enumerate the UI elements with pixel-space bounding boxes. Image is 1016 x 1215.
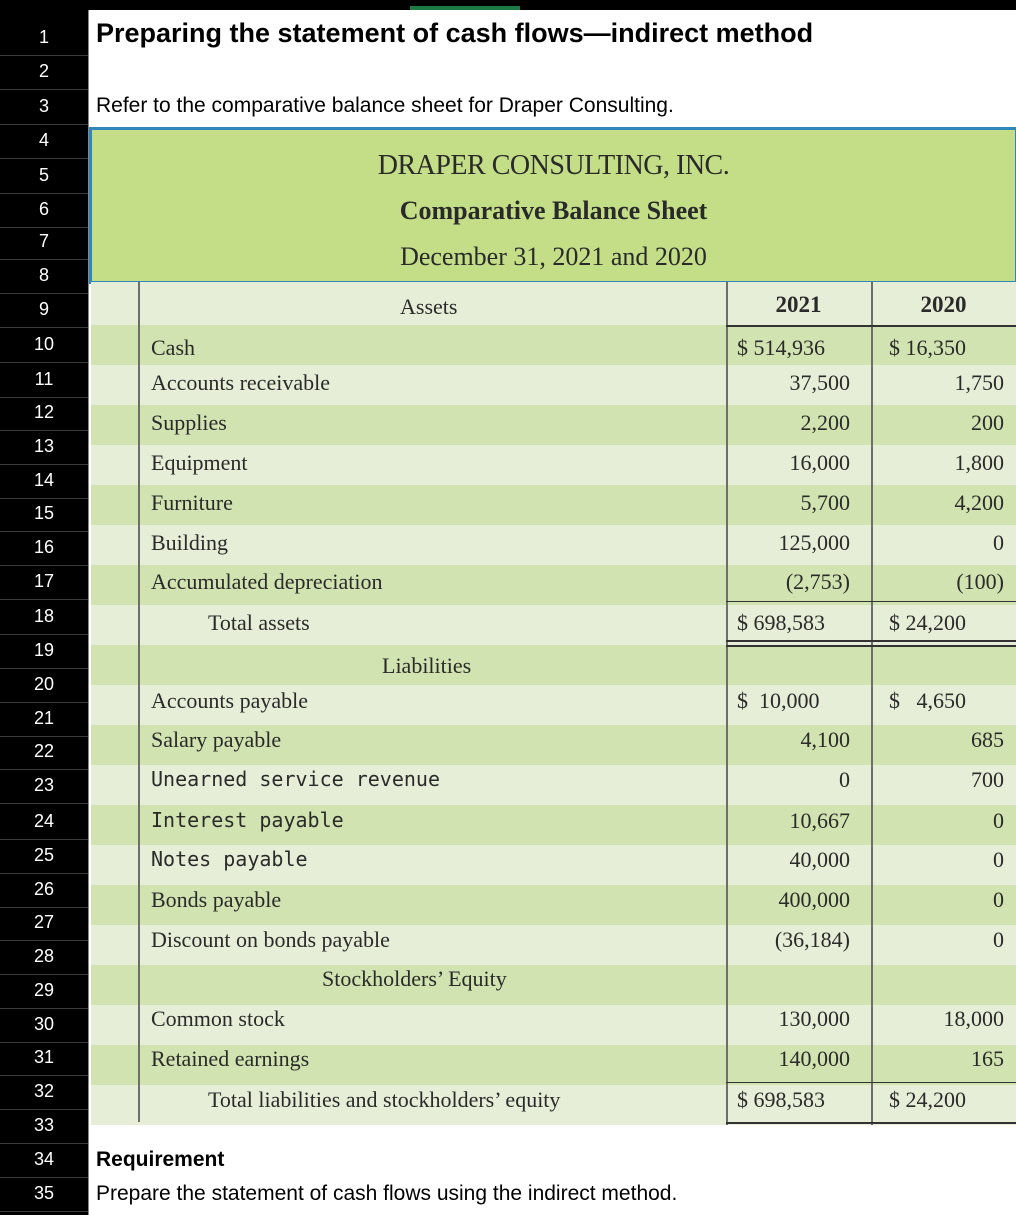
row-number[interactable]: 4	[38, 130, 49, 150]
value-2020: 700	[971, 767, 1004, 792]
value-2021: 37,500	[789, 370, 850, 395]
row-number[interactable]: 34	[33, 1149, 55, 1169]
row-number[interactable]: 32	[33, 1081, 55, 1101]
value-2021: 400,000	[778, 887, 850, 912]
row-label: Cash	[151, 335, 195, 360]
row-number[interactable]: 11	[34, 369, 54, 389]
row-number[interactable]: 18	[33, 606, 55, 626]
row-divider	[0, 839, 88, 840]
total-le-top-rule	[726, 1082, 1016, 1083]
row-label: Accumulated depreciation	[151, 569, 383, 594]
row-label: Total assets	[208, 610, 310, 635]
value-2021: 10,667	[789, 808, 850, 833]
liabilities-heading: Liabilities	[382, 653, 472, 678]
table-row-band	[91, 325, 1016, 365]
row-number[interactable]: 35	[33, 1183, 55, 1203]
row-number[interactable]: 29	[33, 980, 55, 1000]
row-number[interactable]: 3	[38, 96, 49, 116]
row-divider	[0, 464, 88, 465]
row-divider	[0, 259, 88, 260]
row-divider	[0, 907, 88, 908]
value-2021: $ 698,583	[737, 610, 825, 635]
row-label: Building	[151, 530, 229, 555]
value-2021: 40,000	[789, 847, 850, 872]
row-number[interactable]: 5	[38, 165, 49, 185]
row-divider	[0, 668, 88, 669]
row-number[interactable]: 19	[33, 640, 55, 660]
row-divider	[0, 1177, 88, 1178]
row-divider	[0, 974, 88, 975]
total-assets-double-rule-2	[726, 645, 1016, 647]
row-divider	[0, 124, 88, 125]
value-2021: 4,100	[800, 727, 850, 752]
value-2020: $ 24,200	[889, 610, 966, 635]
equity-heading: Stockholders’ Equity	[322, 966, 507, 991]
row-divider	[0, 531, 88, 532]
value-2020: 165	[971, 1046, 1004, 1071]
value-2020: 0	[993, 887, 1004, 912]
value-2020: $ 4,650	[889, 688, 966, 713]
row-number[interactable]: 28	[33, 946, 55, 966]
row-divider	[0, 634, 88, 635]
statement-name: Comparative Balance Sheet	[399, 196, 708, 225]
row-divider	[0, 1143, 88, 1144]
row-label: Supplies	[151, 410, 227, 435]
row-number[interactable]: 27	[33, 912, 55, 932]
row-header-column	[0, 0, 89, 1215]
value-2020: (100)	[956, 569, 1004, 594]
row-label: Accounts receivable	[151, 370, 330, 395]
row-divider	[0, 227, 88, 228]
row-label: Unearned service revenue	[151, 767, 440, 791]
row-number[interactable]: 17	[33, 571, 55, 591]
row-divider	[0, 498, 88, 499]
row-number[interactable]: 14	[33, 470, 55, 490]
row-divider	[0, 158, 88, 159]
requirement-text: Prepare the statement of cash flows using the indirect method.	[96, 1182, 678, 1205]
row-label: Common stock	[151, 1006, 285, 1031]
row-divider	[0, 873, 88, 874]
row-divider	[0, 362, 88, 363]
row-divider	[0, 1211, 88, 1212]
intro-text: Refer to the comparative balance sheet for Draper Consulting.	[96, 94, 674, 117]
value-2021: (36,184)	[774, 927, 850, 952]
table-col-rule-2021	[726, 282, 728, 1125]
value-2021: $ 514,936	[737, 335, 825, 360]
row-number[interactable]: 8	[38, 265, 49, 285]
row-divider	[0, 599, 88, 600]
table-col-rule-2020	[871, 282, 873, 1125]
column-header-2021: 2021	[775, 292, 822, 317]
statement-header	[89, 127, 1016, 284]
value-2020: $ 24,200	[889, 1087, 966, 1112]
value-2021: $ 698,583	[737, 1087, 825, 1112]
statement-date: December 31, 2021 and 2020	[400, 242, 707, 271]
row-divider	[0, 1008, 88, 1009]
value-2021: 140,000	[778, 1046, 850, 1071]
row-divider	[0, 397, 88, 398]
value-2021: $ 10,000	[737, 688, 820, 713]
row-number[interactable]: 10	[33, 334, 55, 354]
row-divider	[0, 1109, 88, 1110]
row-number[interactable]: 30	[33, 1014, 55, 1034]
row-number[interactable]: 6	[38, 199, 49, 219]
row-divider	[0, 293, 88, 294]
value-2020: 685	[971, 727, 1004, 752]
row-divider	[0, 1075, 88, 1076]
row-divider	[0, 565, 88, 566]
company-name: DRAPER CONSULTING, INC.	[377, 150, 730, 181]
value-2020: 1,800	[954, 450, 1004, 475]
row-label: Interest payable	[151, 808, 344, 832]
total-le-double-rule	[726, 1122, 1016, 1124]
row-number[interactable]: 1	[38, 27, 49, 47]
row-label: Accounts payable	[151, 688, 308, 713]
row-divider	[0, 55, 88, 56]
row-number[interactable]: 12	[33, 402, 55, 422]
row-number[interactable]: 13	[33, 436, 55, 456]
row-number[interactable]: 21	[33, 708, 55, 728]
row-label: Furniture	[151, 490, 233, 515]
row-label: Retained earnings	[151, 1046, 310, 1071]
row-divider	[0, 940, 88, 941]
row-number[interactable]: 15	[33, 503, 55, 523]
row-label: Salary payable	[151, 727, 282, 752]
row-label: Notes payable	[151, 847, 308, 871]
total-assets-double-rule	[726, 640, 1016, 642]
value-2020: 200	[971, 410, 1004, 435]
row-divider	[0, 430, 88, 431]
value-2021: 125,000	[778, 530, 850, 555]
column-header-bar	[88, 0, 1016, 10]
total-assets-top-rule	[726, 601, 1016, 602]
row-label: Bonds payable	[151, 887, 282, 912]
value-2020: 0	[993, 530, 1004, 555]
assets-heading: Assets	[400, 294, 458, 319]
selected-column-indicator	[410, 6, 520, 10]
table-row-band	[91, 645, 1016, 685]
table-row-band	[91, 965, 1016, 1005]
value-2020: 0	[993, 927, 1004, 952]
row-divider	[0, 1042, 88, 1043]
row-divider	[0, 327, 88, 328]
row-divider	[0, 702, 88, 703]
row-label: Equipment	[151, 450, 248, 475]
value-2021: 130,000	[778, 1006, 850, 1031]
row-divider	[0, 89, 88, 90]
row-divider	[0, 803, 88, 804]
row-number[interactable]: 9	[38, 299, 49, 319]
value-2020: $ 16,350	[889, 335, 966, 360]
value-2020: 4,200	[954, 490, 1004, 515]
page-title: Preparing the statement of cash flows—indirect method	[96, 18, 814, 48]
row-number[interactable]: 22	[33, 741, 55, 761]
row-number[interactable]: 2	[38, 61, 49, 81]
header-underline	[726, 325, 1016, 327]
row-number[interactable]: 20	[33, 674, 55, 694]
row-label: Discount on bonds payable	[151, 927, 390, 952]
column-header-2020: 2020	[920, 292, 967, 317]
row-divider	[0, 769, 88, 770]
row-number[interactable]: 33	[33, 1115, 55, 1135]
value-2020: 18,000	[943, 1006, 1004, 1031]
row-number[interactable]: 16	[33, 537, 55, 557]
value-2020: 0	[993, 808, 1004, 833]
requirement-heading: Requirement	[96, 1148, 225, 1171]
row-number[interactable]: 31	[33, 1047, 55, 1067]
table-left-rule	[138, 282, 140, 1122]
value-2021: 2,200	[800, 410, 850, 435]
row-number[interactable]: 7	[38, 231, 49, 251]
value-2021: 0	[839, 767, 850, 792]
value-2021: 5,700	[800, 490, 850, 515]
row-number[interactable]: 23	[33, 775, 55, 795]
row-number[interactable]: 26	[33, 879, 55, 899]
row-number[interactable]: 25	[33, 845, 55, 865]
value-2020: 0	[993, 847, 1004, 872]
row-divider	[0, 736, 88, 737]
value-2020: 1,750	[954, 370, 1004, 395]
row-divider	[0, 193, 88, 194]
value-2021: (2,753)	[785, 569, 850, 594]
row-label: Total liabilities and stockholders’ equity	[208, 1087, 561, 1112]
value-2021: 16,000	[789, 450, 850, 475]
row-number[interactable]: 24	[33, 811, 55, 831]
